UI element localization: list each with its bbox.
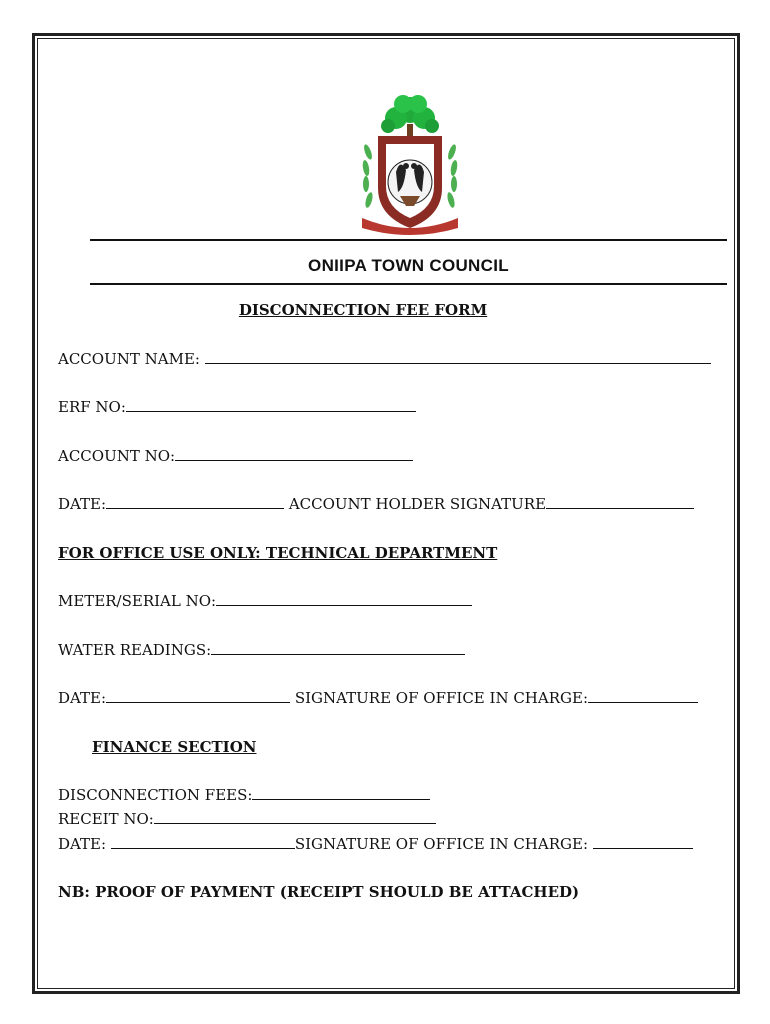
header-rule-bottom [90,283,727,285]
technical-date-signature-row [58,689,698,707]
disconnection-fees-field[interactable] [252,786,430,800]
header-rule-top [90,239,727,241]
finance-date-field[interactable] [111,835,295,849]
erf-no-field[interactable] [126,398,416,412]
payment-note: NB: PROOF OF PAYMENT (RECEIPT SHOULD BE ATTACHED) [58,883,580,901]
receipt-no-label: RECEIT NO: [58,810,154,828]
finance-signature-label: SIGNATURE OF OFFICE IN CHARGE: [294,835,589,853]
technical-date-label: DATE: [58,689,107,707]
account-no-field[interactable] [175,447,413,461]
meter-serial-label: METER/SERIAL NO: [58,592,217,610]
finance-section-heading: FINANCE SECTION [92,738,257,756]
erf-no-label: ERF NO: [58,398,126,416]
shield-icon [378,136,442,228]
finance-signature-field[interactable] [593,835,693,849]
water-readings-label: WATER READINGS: [58,641,212,659]
technical-signature-field[interactable] [588,689,698,703]
water-readings-field[interactable] [211,641,465,655]
account-no-row [58,447,413,465]
finance-date-signature-row [58,835,693,853]
customer-date-signature-row [58,495,694,513]
meter-serial-field[interactable] [216,592,472,606]
disconnection-fees-label: DISCONNECTION FEES: [58,786,253,804]
erf-no-row [58,398,416,416]
council-name: ONIIPA TOWN COUNCIL [308,256,509,275]
receipt-no-row [58,810,436,828]
receipt-no-field[interactable] [154,810,436,824]
meter-serial-row [58,592,472,610]
account-name-label: ACCOUNT NAME: [58,350,200,368]
technical-signature-label: SIGNATURE OF OFFICE IN CHARGE: [294,689,589,707]
account-holder-signature-label: ACCOUNT HOLDER SIGNATURE [288,495,547,513]
customer-date-label: DATE: [58,495,107,513]
account-name-field[interactable] [205,350,711,364]
council-crest-logo [356,92,464,238]
water-readings-row [58,641,465,659]
account-holder-signature-field[interactable] [546,495,694,509]
technical-date-field[interactable] [106,689,290,703]
tree-icon [381,95,439,136]
finance-date-label: DATE: [58,835,107,853]
customer-date-field[interactable] [106,495,284,509]
technical-section-heading: FOR OFFICE USE ONLY: TECHNICAL DEPARTMENT [58,544,498,562]
form-title: DISCONNECTION FEE FORM [238,301,488,319]
account-name-row [58,350,711,368]
disconnection-fees-row [58,786,430,804]
account-no-label: ACCOUNT NO: [58,447,176,465]
